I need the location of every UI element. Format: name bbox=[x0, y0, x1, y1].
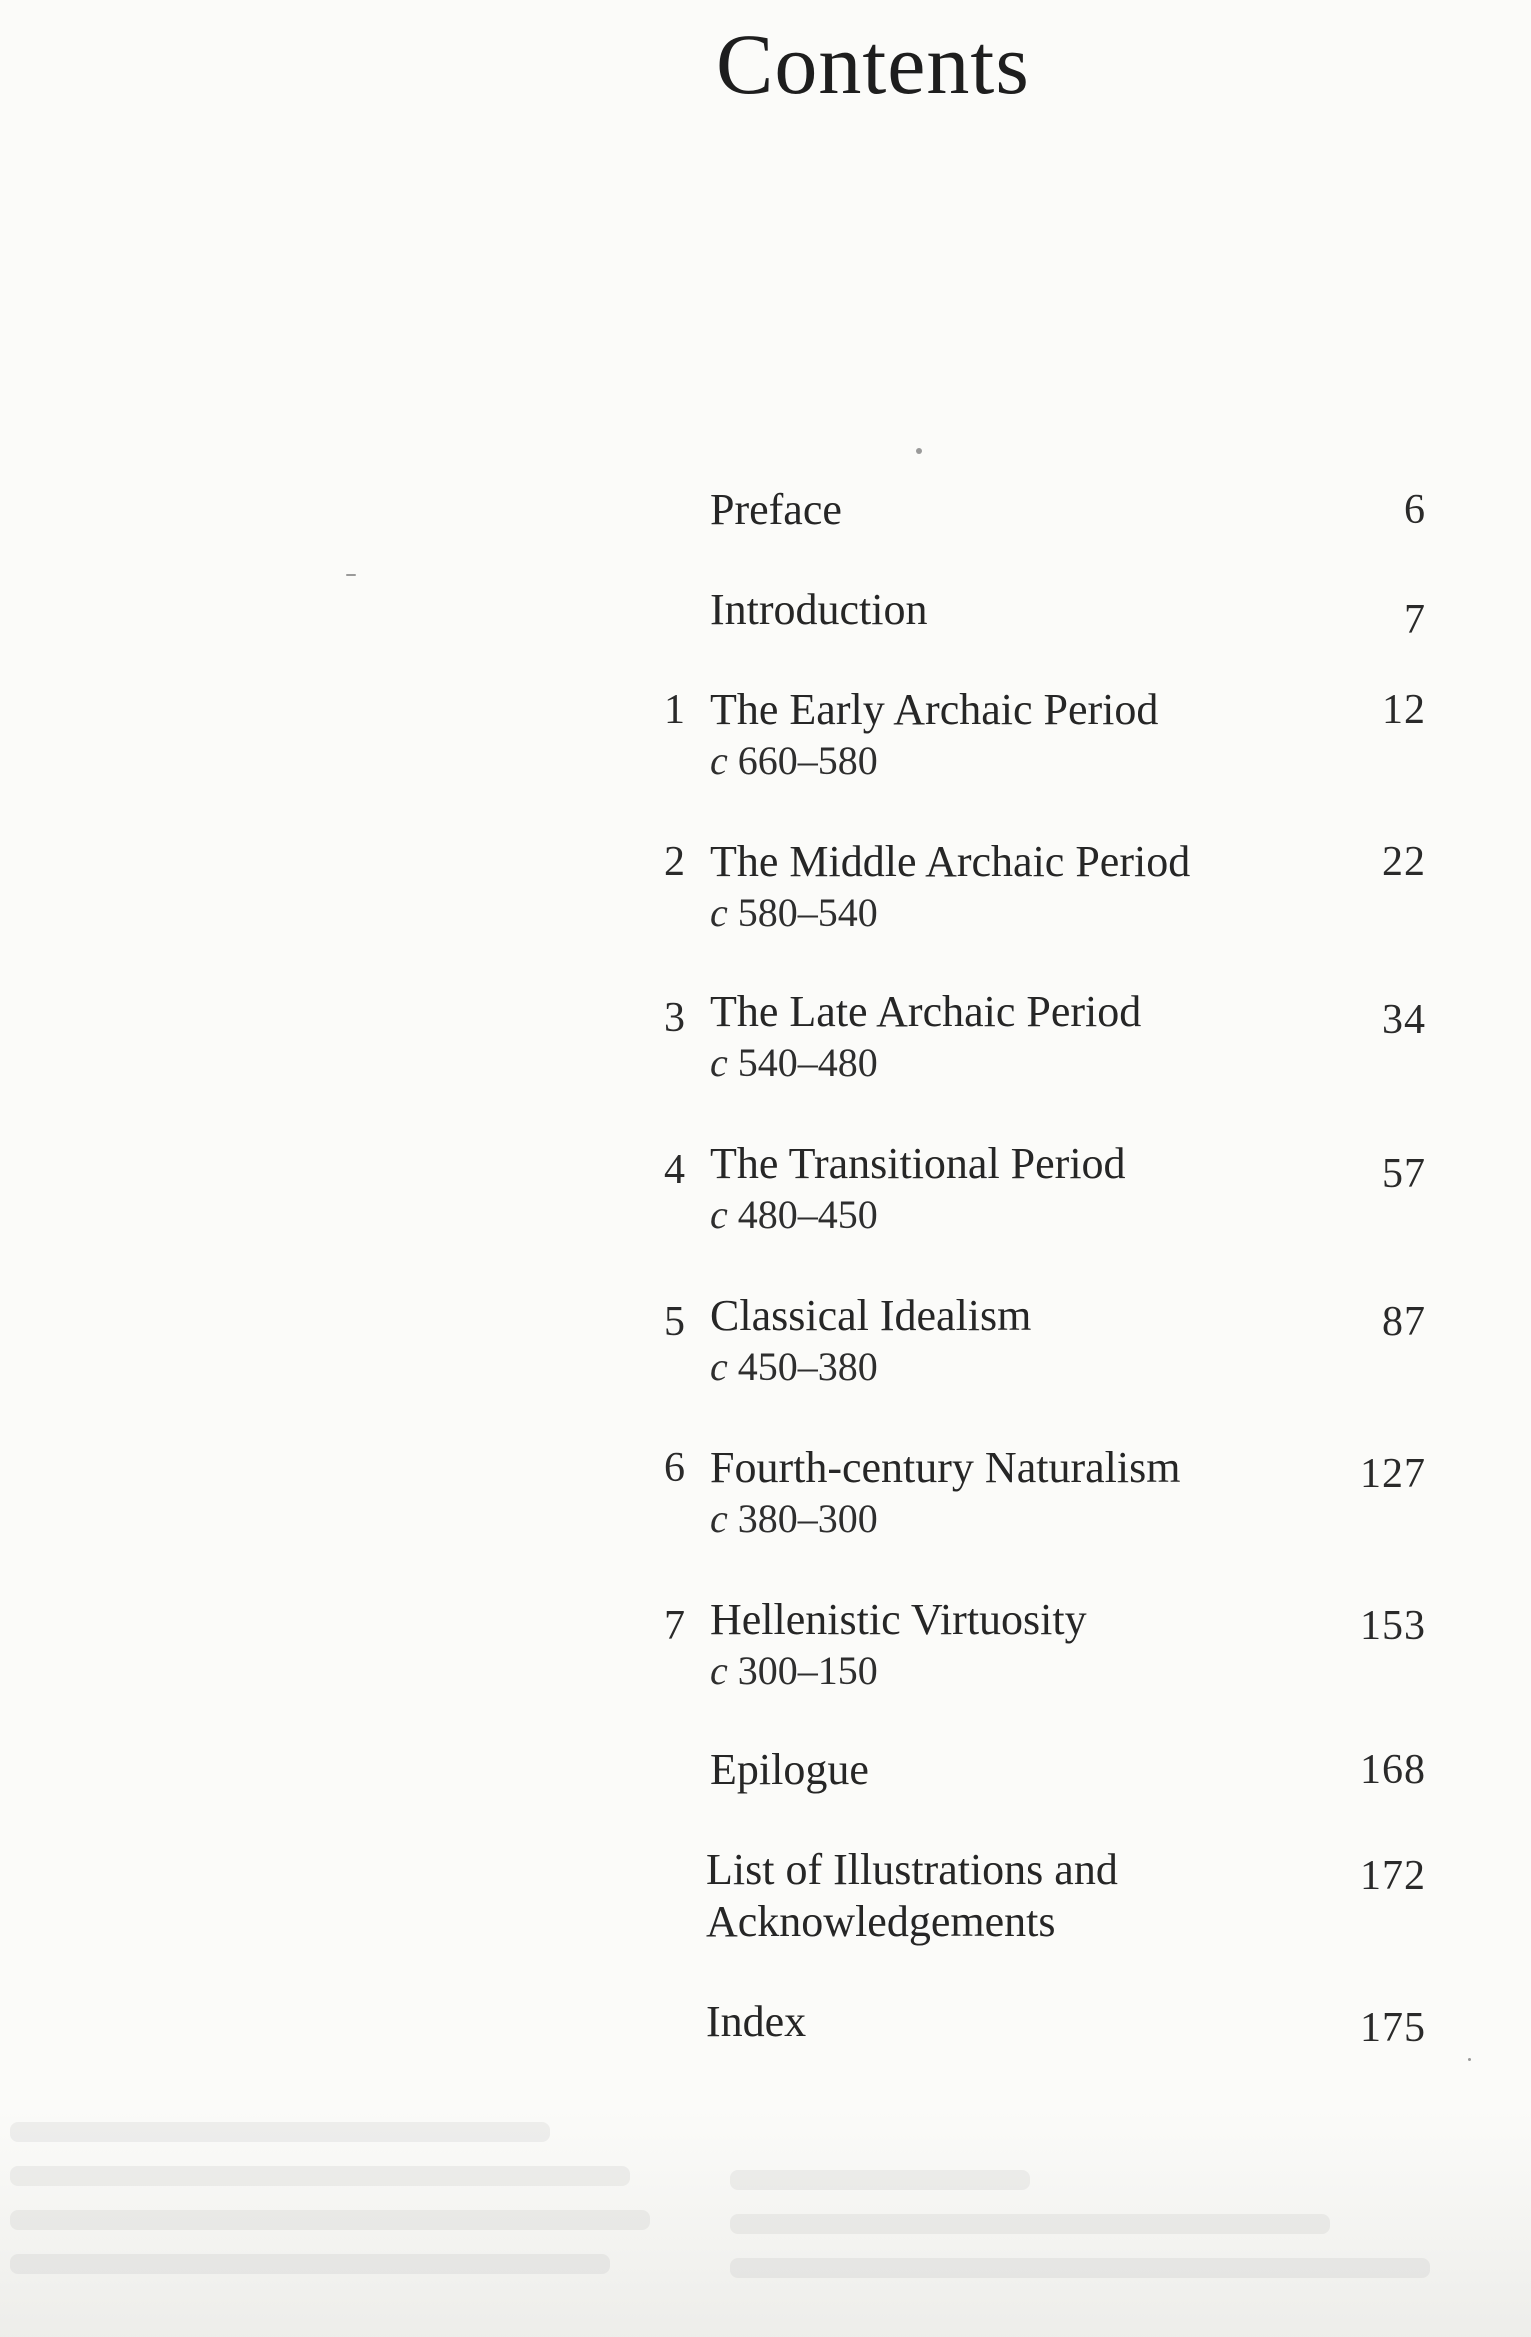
circa-label: c bbox=[710, 1496, 728, 1541]
entry-title: Preface bbox=[710, 485, 842, 534]
entry-number: 4 bbox=[664, 1147, 685, 1193]
entry-title: The Late Archaic Period bbox=[710, 987, 1142, 1036]
entry-title: Classical Idealism bbox=[710, 1291, 1032, 1340]
paper-speck bbox=[346, 574, 356, 576]
entry-title: List of Illustrations and Acknowledgements bbox=[706, 1845, 1118, 1946]
date-range: 480–450 bbox=[737, 1192, 878, 1237]
entry-title: Epilogue bbox=[710, 1745, 869, 1794]
show-through-line bbox=[10, 2122, 550, 2142]
entry-number: 3 bbox=[664, 995, 685, 1041]
entry-number: 6 bbox=[664, 1445, 685, 1491]
show-through-line bbox=[730, 2258, 1430, 2278]
entry-dates bbox=[710, 1494, 1210, 1544]
entry-title: The Middle Archaic Period bbox=[710, 837, 1191, 886]
date-range: 660–580 bbox=[737, 738, 878, 783]
entry-title: The Early Archaic Period bbox=[710, 685, 1159, 734]
entry-title: Fourth-century Naturalism bbox=[710, 1443, 1181, 1492]
entry-page-number: 34 bbox=[1382, 997, 1426, 1043]
entry-title: The Transitional Period bbox=[710, 1139, 1126, 1188]
show-through-line bbox=[730, 2214, 1330, 2234]
circa-label: c bbox=[710, 738, 728, 783]
paper-speck bbox=[916, 448, 922, 454]
entry-title: Index bbox=[706, 1997, 807, 2046]
entry-page-number: 168 bbox=[1360, 1747, 1426, 1793]
entry-page-number: 172 bbox=[1360, 1853, 1426, 1899]
show-through-line bbox=[10, 2254, 610, 2274]
entry-number: 7 bbox=[664, 1603, 685, 1649]
entry-title: Introduction bbox=[710, 585, 928, 634]
entry-dates bbox=[710, 1646, 1210, 1696]
date-range: 380–300 bbox=[737, 1496, 878, 1541]
entry-dates bbox=[710, 1038, 1210, 1088]
entry-number: 2 bbox=[664, 839, 685, 885]
show-through-shadow bbox=[0, 2110, 1531, 2337]
date-range: 450–380 bbox=[737, 1344, 878, 1389]
entry-page-number: 87 bbox=[1382, 1299, 1426, 1345]
entry-dates bbox=[710, 1190, 1210, 1240]
entry-page-number: 6 bbox=[1404, 487, 1426, 533]
entry-number: 5 bbox=[664, 1299, 685, 1345]
date-range: 540–480 bbox=[737, 1040, 878, 1085]
paper-speck bbox=[1468, 2058, 1471, 2061]
entry-number: 1 bbox=[664, 687, 685, 733]
circa-label: c bbox=[710, 1344, 728, 1389]
entry-page-number: 175 bbox=[1360, 2005, 1426, 2051]
show-through-line bbox=[10, 2166, 630, 2186]
entry-page-number: 12 bbox=[1382, 687, 1426, 733]
entry-page-number: 127 bbox=[1360, 1451, 1426, 1497]
entry-page-number: 57 bbox=[1382, 1151, 1426, 1197]
circa-label: c bbox=[710, 1648, 728, 1693]
date-range: 580–540 bbox=[737, 890, 878, 935]
circa-label: c bbox=[710, 890, 728, 935]
circa-label: c bbox=[710, 1192, 728, 1237]
date-range: 300–150 bbox=[737, 1648, 878, 1693]
entry-dates bbox=[710, 736, 1210, 786]
entry-title: Hellenistic Virtuosity bbox=[710, 1595, 1087, 1644]
entry-page-number: 22 bbox=[1382, 839, 1426, 885]
entry-dates bbox=[710, 1342, 1210, 1392]
show-through-line bbox=[730, 2170, 1030, 2190]
circa-label: c bbox=[710, 1040, 728, 1085]
entry-page-number: 153 bbox=[1360, 1603, 1426, 1649]
entry-dates bbox=[710, 888, 1210, 938]
page-title: Contents bbox=[716, 16, 1030, 112]
show-through-line bbox=[10, 2210, 650, 2230]
entry-page-number: 7 bbox=[1404, 597, 1426, 643]
